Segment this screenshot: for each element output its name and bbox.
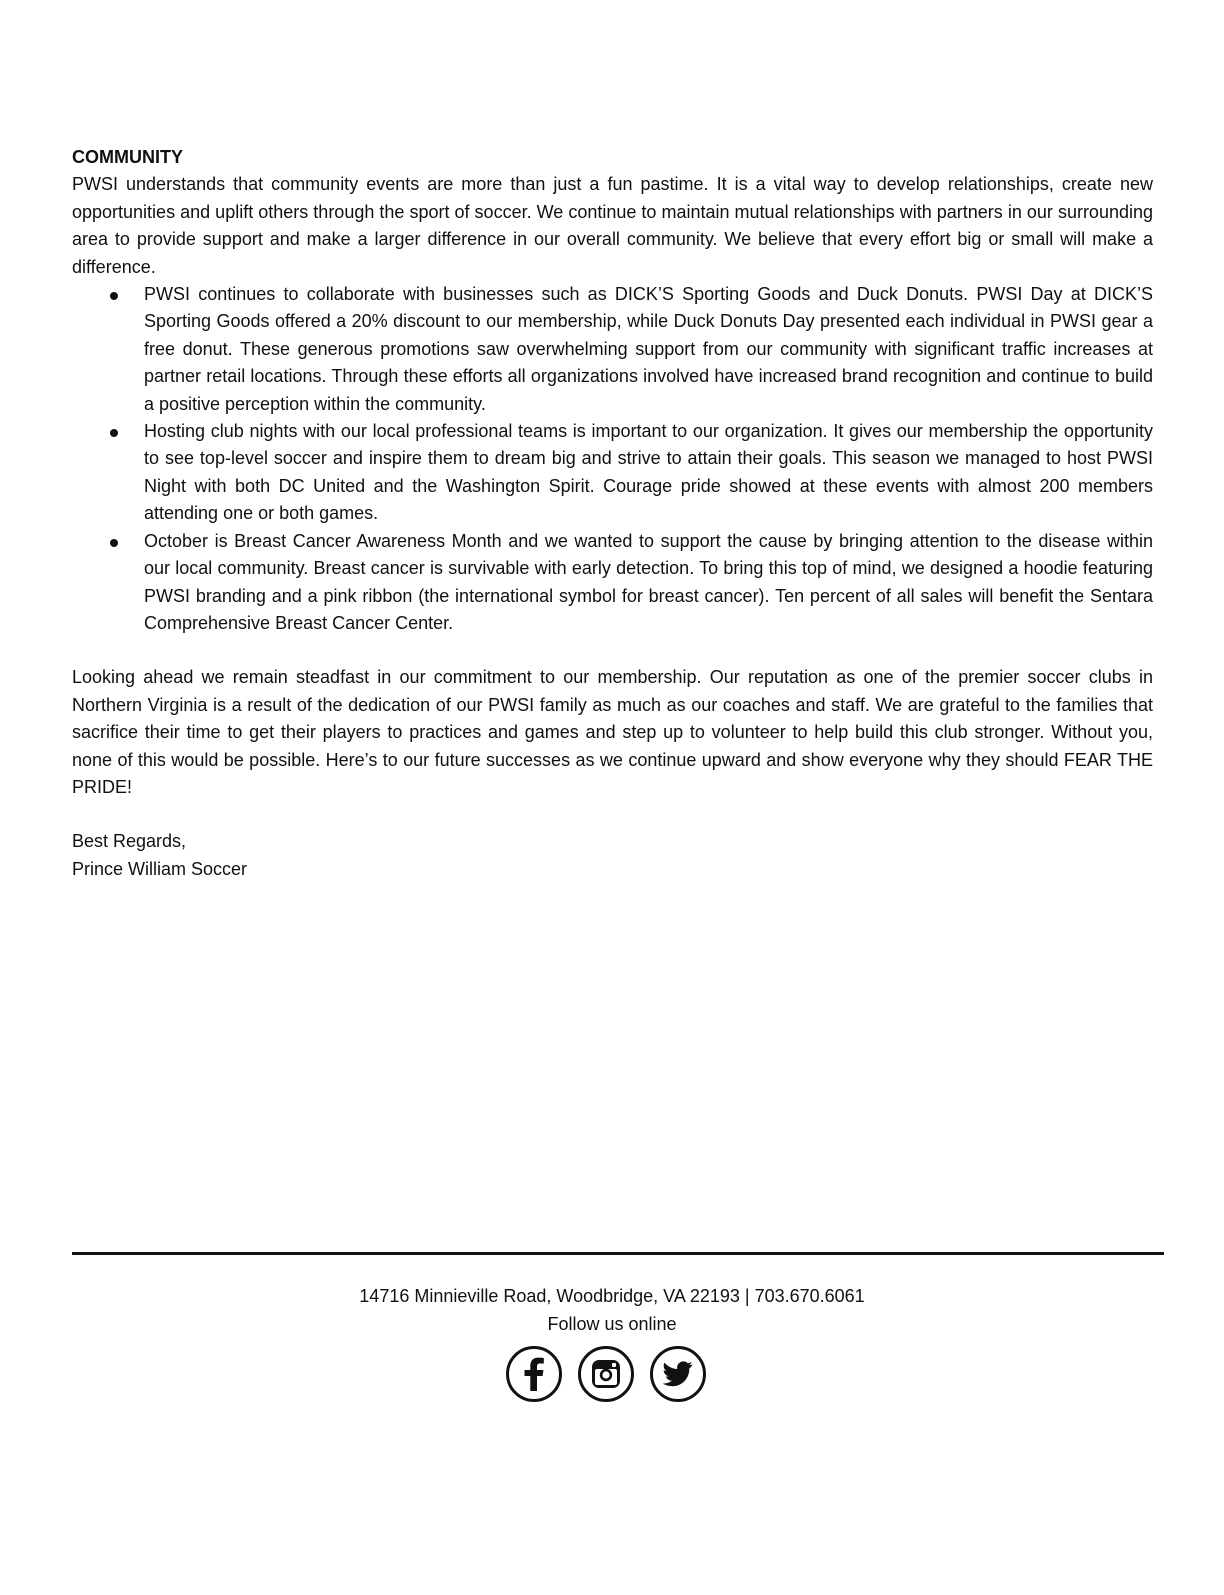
bullet-icon	[110, 429, 118, 437]
letter-body	[72, 144, 1153, 883]
facebook-icon[interactable]	[506, 1346, 562, 1402]
bullet-icon	[110, 539, 118, 547]
list-item	[72, 281, 1153, 418]
community-bullet-list	[72, 281, 1153, 637]
community-intro: PWSI understands that community events are more than just a fun pastime. It is a vital way to develop relationships, create new opportunities and uplift others through the sport of soccer. We continue to maintain mutual relationships with partners in our surrounding area to provide support and make a larger difference in our overall community. We believe that every effort big or small will make a difference.	[72, 174, 1153, 277]
regards-line: Best Regards,	[72, 831, 187, 852]
footer	[0, 1282, 1224, 1338]
bullet-text: October is Breast Cancer Awareness Month and we wanted to support the cause by bringing attention to the disease within our local community. Breast cancer is survivable with early detection. To bring this top of mind, we designed a hoodie featuring PWSI branding and a pink ribbon (the international symbol for breast cancer). Ten percent of all sales will benefit the Sentara Comprehensive Breast Cancer Center.	[144, 530, 1153, 633]
closing-paragraph: Looking ahead we remain steadfast in our commitment to our membership. Our reputation as one of the premier soccer clubs in Northern Virginia is a result of the dedication of our PWSI family as much as our coaches and staff. We are grateful to the families that sacrifice their time to get their players to practices and games and step up to volunteer to help build this club stronger. Without you, none of this would be possible. Here’s to our future successes as we continue upward and show everyone why they should FEAR THE PRIDE!	[72, 667, 1153, 797]
signoff	[72, 828, 1153, 883]
footer-address: 14716 Minnieville Road, Woodbridge, VA 22193 | 703.670.6061	[359, 1286, 865, 1306]
twitter-icon[interactable]	[650, 1346, 706, 1402]
bullet-icon	[110, 292, 118, 300]
list-item	[72, 418, 1153, 528]
footer-divider	[72, 1252, 1164, 1255]
bullet-text: Hosting club nights with our local professional teams is important to our organization. It gives our membership the opportunity to see top-level soccer and inspire them to dream big and strive to attain their goals. This season we managed to host PWSI Night with both DC United and the Washington Spirit. Courage pride showed at these events with almost 200 members attending one or both games.	[144, 421, 1153, 524]
footer-follow-text: Follow us online	[547, 1314, 677, 1334]
social-links	[506, 1346, 706, 1402]
signature-line: Prince William Soccer	[72, 858, 248, 879]
list-item	[72, 528, 1153, 638]
bullet-text: PWSI continues to collaborate with businesses such as DICK’S Sporting Goods and Duck Donuts. PWSI Day at DICK’S Sporting Goods offered a 20% discount to our membership, while Duck Donuts Day presented each individual in PWSI gear a free donut. These generous promotions saw overwhelming support from our community with significant traffic increases at partner retail locations. Through these efforts all organizations involved have increased brand recognition and continue to build a positive perception within the community.	[144, 284, 1153, 414]
section-heading: COMMUNITY	[72, 147, 183, 167]
instagram-icon[interactable]	[578, 1346, 634, 1402]
